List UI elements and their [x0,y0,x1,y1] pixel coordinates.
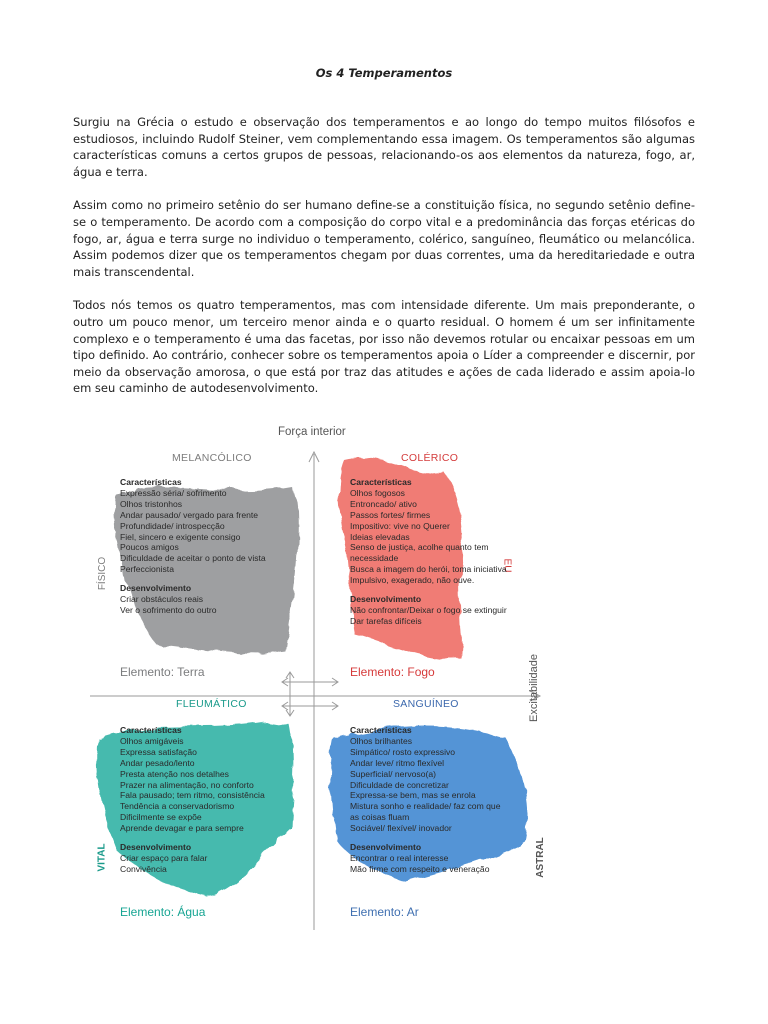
paragraph-1: Surgiu na Grécia o estudo e observação dos temperamentos e ao longo do tempo muitos filósofos e estudiosos, incluindo Rudolf Steiner, vem complementando essa imagem. Os temperamentos são algumas características comuns a certos grupos de pessoas, relacionando-os aos elementos da natureza, fogo, ar, água e terra. [73,115,695,179]
list-item: Dar tarefas difíceis [350,615,422,626]
list-item: Fiel, sincero e exigente consigo [120,531,241,542]
temperaments-diagram [86,420,556,935]
list-item: Profundidade/ introspecção [120,520,225,531]
list-item: Sociável/ flexível/ inovador [350,823,452,834]
paragraph-2: Assim como no primeiro setênio do ser humano define-se a constituição física, no segundo setênio define-se o temperamento. De acordo com a composição do corpo vital e a predominância das forças etéricas do fogo, ar, água e terra surge no individuo o temperamento, colérico, sanguíneo, fleumático ou melancólica. Assim podemos dizer que os temperamentos chegam por duas correntes, uma da hereditariedade e outra mais transcendental. [73,198,695,279]
list-item: Andar pesado/lento [120,757,195,768]
list-item: Convivência [120,863,167,874]
list-item: Olhos brilhantes [350,735,413,746]
paragraph-3: Todos nós temos os quatro temperamentos, mas com intensidade diferente. Um mais preponderante, o outro um pouco menor, um terceiro menor ainda e o quarto residual. O homem é um ser infinitamente complexo e o temperamento é uma das facetas, por isso não devemos rotular ou encaixar pessoas em um tipo definido. Ao contrário, conhecer sobre os temperamentos apoia o Líder a compreender e discernir, por meio da observação amorosa, o que está por traz das atitudes e ações de cada liderado e assim apoia-lo em seu caminho de autodesenvolvimento. [73,298,695,396]
list-item: Expressa satisfação [120,746,197,757]
list-item: Passos fortes/ firmes [350,509,431,520]
list-item: Criar obstáculos reais [120,594,204,605]
list-item: Impositivo: vive no Querer [350,520,450,531]
list-item: Dificuldade de concretizar [350,779,449,790]
colerico-characteristics-header: Características [350,477,412,487]
list-item: Senso de justiça, acolhe quanto tem [350,542,489,553]
list-item: Encontrar o real interesse [350,852,449,863]
melancolico-development-list [120,594,266,616]
melancolico-characteristics-header: Características [120,477,182,487]
document-title: Os 4 Temperamentos [315,66,453,80]
list-item: Olhos tristonhos [120,498,183,509]
list-item: Ver o sofrimento do outro [120,604,217,615]
fleumatico-development-list [120,853,265,875]
side-label-fisico: FÍSICO [97,556,109,591]
sanguineo-characteristics-list [350,736,500,834]
list-item: Dificuldade de aceitar o ponto de vista [120,553,266,564]
element-terra: Elemento: Terra [120,665,205,679]
fleumatico-characteristics-header: Características [120,725,182,735]
list-item: Fala pausado; tem ritmo, consistência [120,790,265,801]
quadrant-colerico [316,420,551,695]
element-ar: Elemento: Ar [350,905,419,919]
list-item: necessidade [350,553,399,564]
fleumatico-development-header: Desenvolvimento [120,842,192,853]
list-item: Busca a imagem do herói, toma iniciativa [350,564,507,575]
list-item: Superficial/ nervoso(a) [350,768,436,779]
quadrant-sanguineo [316,697,551,935]
colerico-characteristics-list [350,488,507,586]
element-fogo: Elemento: Fogo [350,665,435,679]
fleumatico-characteristics-list [120,736,265,834]
list-item: as coisas fluam [350,812,410,823]
sanguineo-development-list [350,853,500,875]
fleumatico-title: FLEUMÁTICO [176,698,247,710]
list-item: Tendência a conservadorismo [120,801,235,812]
sanguineo-development-header: Desenvolvimento [350,842,422,853]
side-label-eu: EU [501,558,513,573]
list-item: Dificilmente se expõe [120,812,202,823]
quadrant-melancolico [86,420,311,695]
list-item: Criar espaço para falar [120,852,208,863]
list-item: Impulsivo, exagerado, não ouve. [350,575,475,586]
list-item: Prazer na alimentação, no conforto [120,779,254,790]
list-item: Mistura sonho e realidade/ faz com que [350,801,501,812]
sanguineo-title: SANGUÍNEO [393,698,459,710]
list-item: Mão firme com respeito e veneração [350,863,490,874]
list-item: Perfeccionista [120,564,174,575]
element-agua: Elemento: Água [120,905,206,919]
axis-label-forca-interior: Força interior [278,426,346,438]
list-item: Entroncado/ ativo [350,498,417,509]
list-item: Ideias elevadas [350,531,410,542]
list-item: Presta atenção nos detalhes [120,768,229,779]
list-item: Simpático/ rosto expressivo [350,746,456,757]
melancolico-title: MELANCÓLICO [172,452,252,464]
list-item: Expressa-se bem, mas se enrola [350,790,476,801]
melancolico-characteristics-list [120,488,266,575]
list-item: Não confrontar/Deixar o fogo se extinguir [350,604,507,615]
colerico-title: COLÉRICO [401,452,459,464]
list-item: Andar pausado/ vergado para frente [120,509,259,520]
list-item: Olhos fogosos [350,487,405,498]
quadrant-fleumatico [86,697,311,935]
side-label-vital: VITAL [96,843,108,872]
document [73,66,695,414]
colerico-development-header: Desenvolvimento [350,594,422,605]
list-item: Expressão séria/ sofrimento [120,487,227,498]
list-item: Andar leve/ ritmo flexível [350,757,445,768]
list-item: Olhos amigáveis [120,735,184,746]
melancolico-development-header: Desenvolvimento [120,583,192,594]
axis-label-excitabilidade: Excitabilidade [527,654,540,722]
colerico-development-list [350,605,507,627]
side-label-astral: ASTRAL [534,837,546,878]
sanguineo-characteristics-header: Características [350,725,412,735]
list-item: Poucos amigos [120,542,179,553]
list-item: Aprende devagar e para sempre [120,823,244,834]
